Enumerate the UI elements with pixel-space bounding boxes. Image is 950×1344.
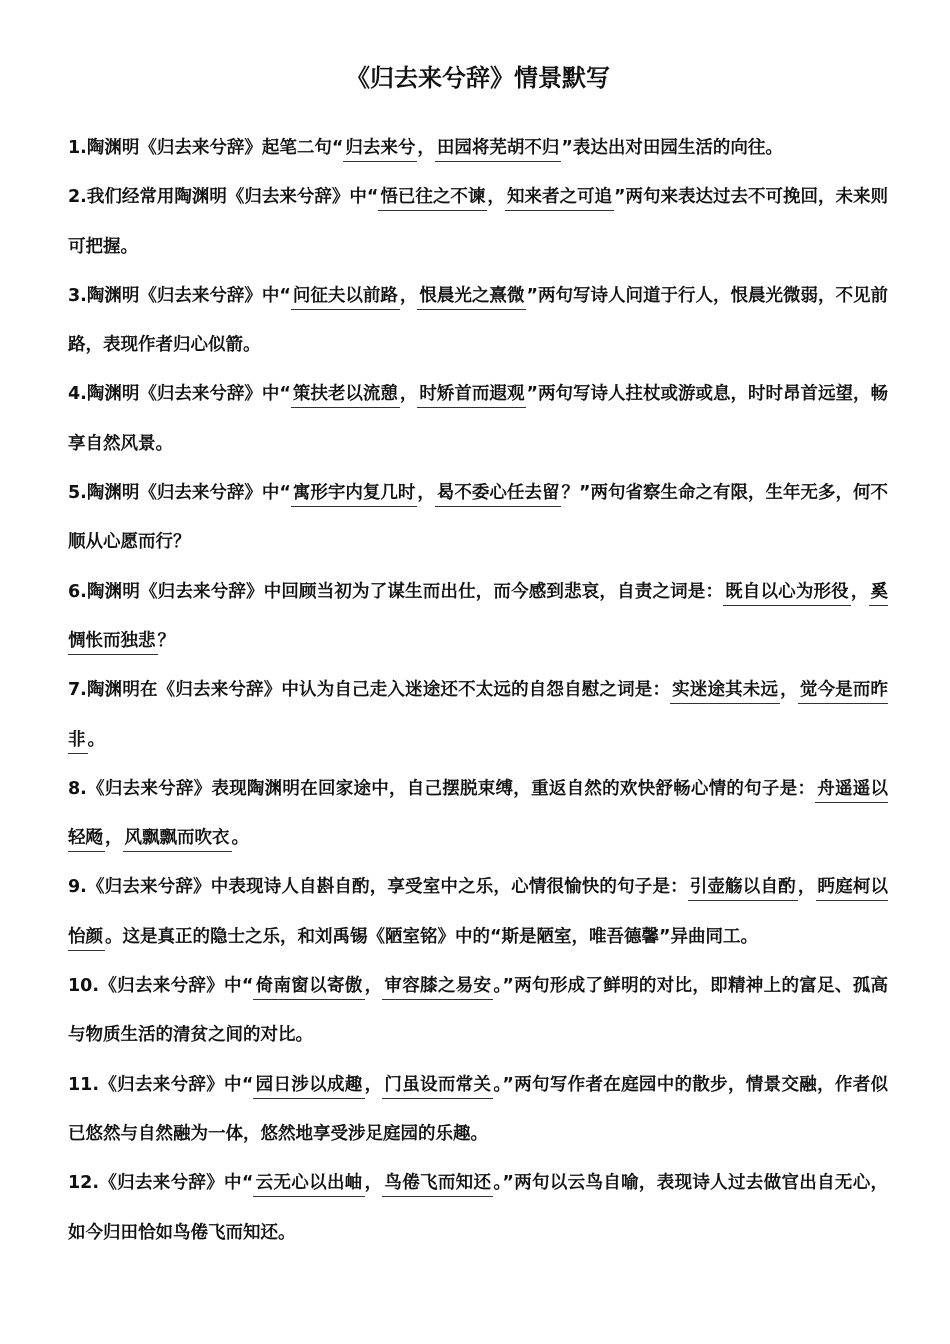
question-text: ？ bbox=[157, 630, 175, 651]
question-item bbox=[68, 1159, 888, 1258]
question-text: ， bbox=[417, 483, 435, 504]
question-text: ， bbox=[105, 828, 123, 849]
question-text: 。 bbox=[231, 828, 249, 849]
question-text: 。”两句写作者在庭园中的散步，情景交融，作者似已悠然与自然融为一体，悠然地享受涉足庭园的乐趣。 bbox=[68, 1074, 889, 1144]
question-text: 3.陶渊明《归去来兮辞》中“ bbox=[68, 285, 291, 306]
answer-underlined: 云无心以出岫 bbox=[253, 1173, 364, 1197]
answer-underlined: 鸟倦飞而知还 bbox=[382, 1173, 493, 1197]
question-text: 1.陶渊明《归去来兮辞》起笔二句“ bbox=[68, 138, 344, 158]
question-text: 。”两句形成了鲜明的对比，即精神上的富足、孤高与物质生活的清贫之间的对比。 bbox=[68, 976, 889, 1046]
question-item bbox=[68, 765, 888, 864]
answer-underlined: 觉今是而昨非 bbox=[68, 680, 888, 753]
question-text: 9.《归去来兮辞》中表现诗人自斟自酌，享受室中之乐，心情很愉快的句子是： bbox=[68, 877, 688, 898]
question-list bbox=[68, 124, 888, 1258]
question-text: 6.陶渊明《归去来兮辞》中回顾当初为了谋生而出仕，而今感到悲哀，自责之词是： bbox=[68, 581, 724, 602]
question-text: 5.陶渊明《归去来兮辞》中“ bbox=[68, 483, 291, 504]
answer-underlined: 恨晨光之熹微 bbox=[417, 286, 526, 310]
question-item bbox=[68, 469, 888, 568]
answer-underlined: 策扶老以流憩 bbox=[291, 384, 400, 408]
question-text: ”两句写诗人拄杖或游或息，时时昂首远望，畅享自然风景。 bbox=[68, 384, 889, 454]
answer-underlined: 既自以心为形役 bbox=[723, 582, 851, 606]
question-text: 10.《归去来兮辞》中“ bbox=[68, 976, 254, 997]
question-text: ， bbox=[797, 877, 816, 898]
answer-underlined: 门虽设而常关 bbox=[382, 1075, 493, 1099]
question-item bbox=[68, 863, 888, 962]
answer-underlined: 审容膝之易安 bbox=[382, 976, 493, 1000]
question-item bbox=[68, 666, 888, 765]
question-text: 4.陶渊明《归去来兮辞》中“ bbox=[68, 384, 291, 405]
question-text: ， bbox=[487, 187, 505, 208]
document-title: 《归去来兮辞》情景默写 bbox=[346, 64, 610, 92]
answer-underlined: 眄庭柯以怡颜 bbox=[68, 877, 888, 950]
question-item bbox=[68, 173, 888, 272]
answer-underlined: 悟已往之不谏 bbox=[378, 187, 487, 211]
answer-underlined: 实迷途其未远 bbox=[670, 680, 780, 704]
question-text: ， bbox=[417, 138, 435, 158]
question-text: 。这是真正的隐士之乐，和刘禹锡《陋室铭》中的“斯是陋室，唯吾德馨”异曲同工。 bbox=[105, 926, 759, 947]
question-text: 11.《归去来兮辞》中“ bbox=[68, 1074, 254, 1095]
question-text: ？”两句省察生命之有限，生年无多，何不顺从心愿而行？ bbox=[68, 483, 889, 553]
question-text: 。”两句以云鸟自喻，表现诗人过去做官出自无心，如今归田恰如鸟倦飞而知还。 bbox=[68, 1173, 889, 1243]
question-item bbox=[68, 568, 888, 667]
answer-underlined: 舟遥遥以轻飏 bbox=[68, 779, 888, 852]
question-text: ， bbox=[780, 680, 798, 701]
question-item bbox=[68, 272, 888, 371]
question-item bbox=[68, 124, 888, 173]
answer-underlined: 倚南窗以寄傲 bbox=[253, 976, 364, 1000]
question-text: ， bbox=[850, 581, 869, 602]
answer-underlined: 园日涉以成趣 bbox=[253, 1075, 364, 1099]
answer-underlined: 田园将芜胡不归 bbox=[435, 138, 562, 162]
question-text: ”两句来表达过去不可挽回，未来则可把握。 bbox=[68, 187, 889, 257]
question-text: ， bbox=[364, 1173, 383, 1194]
answer-underlined: 归去来兮 bbox=[343, 138, 417, 162]
question-text: ， bbox=[364, 976, 383, 997]
answer-underlined: 奚惆怅而独悲 bbox=[68, 582, 888, 655]
question-text: ”两句写诗人问道于行人，恨晨光微弱，不见前路，表现作者归心似箭。 bbox=[68, 285, 889, 356]
answer-underlined: 问征夫以前路 bbox=[291, 286, 400, 310]
question-item bbox=[68, 962, 888, 1061]
question-text: ， bbox=[364, 1074, 383, 1095]
answer-underlined: 引壶觞以自酌 bbox=[688, 877, 798, 901]
question-item bbox=[68, 1061, 888, 1160]
question-text: 7.陶渊明在《归去来兮辞》中认为自己走入迷途还不太远的自怨自慰之词是： bbox=[68, 680, 671, 701]
question-text: 。 bbox=[87, 729, 105, 750]
answer-underlined: 寓形宇内复几时 bbox=[291, 483, 418, 507]
answer-underlined: 风飘飘而吹衣 bbox=[123, 828, 232, 852]
question-text: 12.《归去来兮辞》中“ bbox=[68, 1173, 254, 1194]
question-text: ， bbox=[399, 285, 418, 306]
question-item bbox=[68, 370, 888, 469]
answer-underlined: 知来者之可追 bbox=[505, 187, 614, 211]
question-text: ”表达出对田园生活的向往。 bbox=[561, 138, 783, 158]
question-text: 8.《归去来兮辞》表现陶渊明在回家途中，自己摆脱束缚，重返自然的欢快舒畅心情的句子是： bbox=[68, 778, 816, 799]
answer-underlined: 曷不委心任去留 bbox=[435, 483, 562, 507]
question-text: 2.我们经常用陶渊明《归去来兮辞》中“ bbox=[68, 187, 379, 208]
question-text: ， bbox=[399, 384, 418, 405]
answer-underlined: 时矫首而遐观 bbox=[417, 384, 526, 408]
